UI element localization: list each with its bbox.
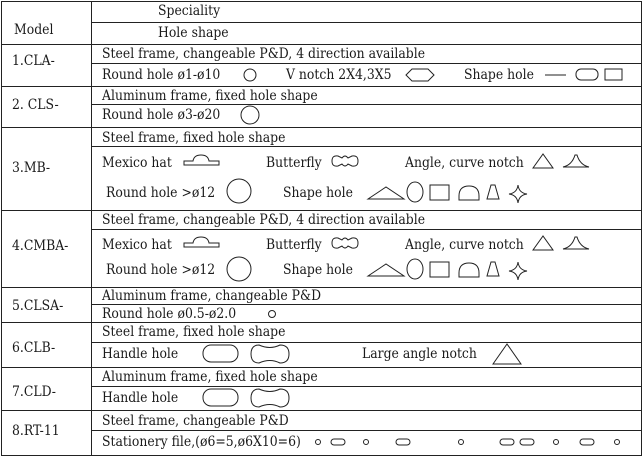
model-cell: 3.MB- <box>12 160 51 176</box>
subline-divider <box>91 386 642 387</box>
row-divider-4 <box>1 287 642 288</box>
subline-divider <box>91 104 642 105</box>
shape-hole-label: Shape hole <box>283 185 353 201</box>
speciality-text: Aluminum frame, changeable P&D <box>102 288 322 304</box>
subline-divider <box>91 146 642 147</box>
row-divider-1 <box>1 86 642 87</box>
oblong-hole-icon <box>575 68 599 82</box>
speciality-text: Steel frame, changeable P&D, 4 direction available <box>102 46 426 62</box>
half-round-hole-icon <box>458 185 480 201</box>
row-divider-3 <box>1 210 642 211</box>
speciality-text: Steel frame, fixed hole shape <box>102 324 286 340</box>
model-cell: 6.CLB- <box>12 340 56 356</box>
shape-hole-label: Shape hole <box>464 67 534 83</box>
mexico-hat-icon <box>183 153 221 167</box>
rectangle-hole-icon <box>604 68 624 82</box>
v-notch-icon <box>405 68 435 82</box>
model-cell: 1.CLA- <box>12 53 55 69</box>
butterfly-icon <box>330 153 360 169</box>
shape-hole-label: Shape hole <box>283 262 353 278</box>
model-cell: 7.CLD- <box>12 384 56 400</box>
speciality-text: Aluminum frame, fixed hole shape <box>102 369 318 385</box>
table-border-top <box>1 1 642 2</box>
model-cell: 5.CLSA- <box>12 298 64 314</box>
angle-notch-icon <box>532 234 554 252</box>
model-cell: 2. CLS- <box>12 97 59 113</box>
butterfly-label: Butterfly <box>266 237 322 253</box>
round-hole-label: Round hole ø3-ø20 <box>102 107 221 123</box>
handle-hole-icon <box>202 388 240 408</box>
stationery-file-label: Stationery file,(ø6=5,ø6X10=6) <box>102 434 301 450</box>
round-hole-icon <box>242 68 258 84</box>
row-divider-7 <box>1 410 642 411</box>
handle-hole-label: Handle hole <box>102 346 179 362</box>
row-divider-2 <box>1 127 642 128</box>
ellipse-hole-icon <box>405 258 425 282</box>
stationery-hole-pattern-icon <box>312 436 632 448</box>
curve-notch-icon <box>562 235 590 251</box>
round-hole-label: Round hole ø1-ø10 <box>102 67 221 83</box>
round-hole-label: Round hole ø0.5-ø2.0 <box>102 306 237 322</box>
subline-divider <box>91 342 642 343</box>
rectangle-hole-icon <box>429 184 451 202</box>
long-triangle-hole-icon <box>367 185 405 201</box>
half-round-hole-icon <box>458 262 480 278</box>
long-triangle-hole-icon <box>367 262 405 278</box>
table-border-bottom <box>1 455 642 456</box>
small-round-hole-icon <box>267 309 277 319</box>
header-inner-divider <box>91 22 642 23</box>
row-divider-5 <box>1 322 642 323</box>
v-notch-label: V notch 2X4,3X5 <box>286 67 392 83</box>
round-hole-label: Round hole >ø12 <box>106 262 216 278</box>
star-hole-icon <box>508 261 528 281</box>
subline-divider <box>91 430 642 431</box>
ellipse-hole-icon <box>405 181 425 205</box>
round-hole-icon <box>226 256 254 284</box>
trapezoid-hole-icon <box>485 260 501 278</box>
hole-shape-header: Hole shape <box>158 25 229 41</box>
model-header: Model <box>14 22 54 38</box>
table-border-left <box>1 1 2 456</box>
speciality-text: Steel frame, fixed hole shape <box>102 130 286 146</box>
model-cell: 4.CMBA- <box>12 238 69 254</box>
handle-hole-label: Handle hole <box>102 390 179 406</box>
curved-handle-hole-icon <box>250 388 290 408</box>
speciality-text: Aluminum frame, fixed hole shape <box>102 88 318 104</box>
mexico-hat-label: Mexico hat <box>102 155 172 171</box>
round-hole-icon <box>226 178 254 206</box>
mexico-hat-icon <box>183 235 221 249</box>
model-cell: 8.RT-11 <box>12 423 60 439</box>
butterfly-label: Butterfly <box>266 155 322 171</box>
mexico-hat-label: Mexico hat <box>102 237 172 253</box>
row-divider-header <box>1 44 642 45</box>
handle-hole-icon <box>202 344 240 364</box>
subline-divider <box>91 63 642 64</box>
angle-notch-icon <box>532 152 554 170</box>
curve-notch-icon <box>562 153 590 169</box>
angle-curve-notch-label: Angle, curve notch <box>405 237 524 253</box>
slot-line-icon <box>544 70 568 80</box>
subline-divider <box>91 229 642 230</box>
large-angle-notch-label: Large angle notch <box>362 346 477 362</box>
angle-curve-notch-label: Angle, curve notch <box>405 155 524 171</box>
round-hole-icon <box>240 105 262 127</box>
large-angle-notch-icon <box>492 342 522 366</box>
row-divider-6 <box>1 367 642 368</box>
rectangle-hole-icon <box>429 261 451 279</box>
butterfly-icon <box>330 235 360 251</box>
star-hole-icon <box>508 184 528 204</box>
speciality-text: Steel frame, changeable P&D, 4 direction available <box>102 212 426 228</box>
speciality-text: Steel frame, changeable P&D <box>102 413 289 429</box>
subline-divider <box>91 304 642 305</box>
round-hole-label: Round hole >ø12 <box>106 185 216 201</box>
trapezoid-hole-icon <box>485 183 501 201</box>
curved-handle-hole-icon <box>250 344 290 364</box>
speciality-header: Speciality <box>158 3 221 19</box>
